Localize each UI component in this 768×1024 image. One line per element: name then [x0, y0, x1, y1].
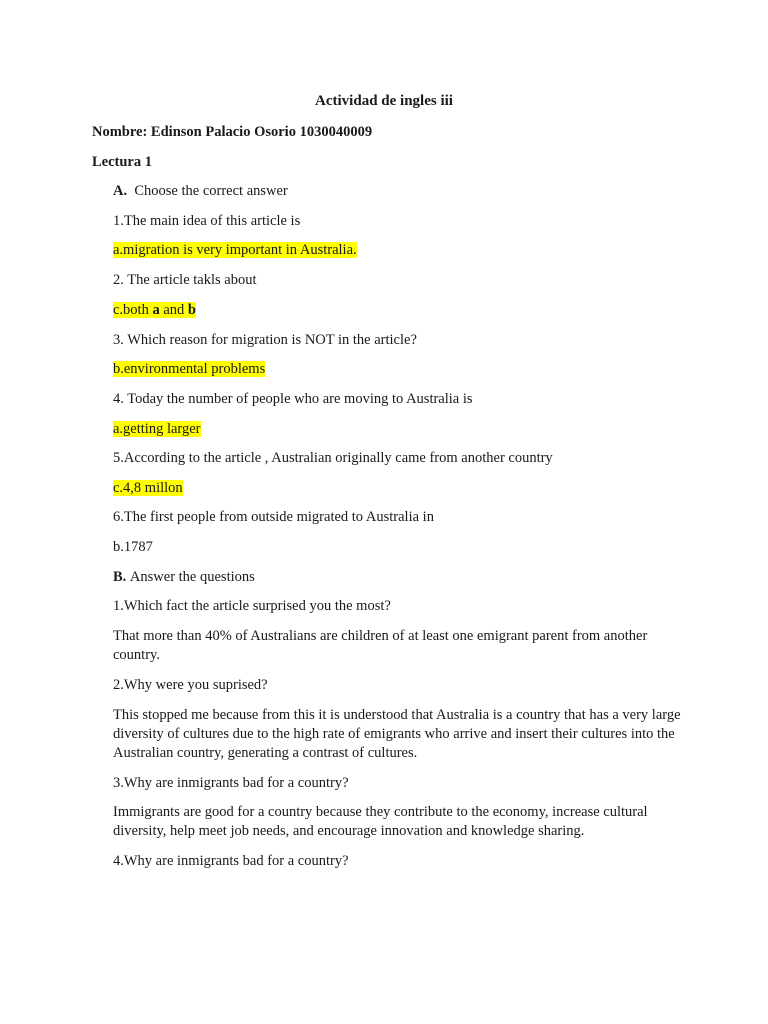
answer-a4	[113, 420, 201, 439]
part-a-heading	[113, 182, 288, 201]
answer-a2-mid: and	[159, 302, 188, 318]
part-b-heading	[113, 568, 255, 587]
question-b2: 2.Why were you suprised?	[113, 677, 268, 693]
answer-a2	[113, 301, 196, 320]
question-a2: 2. The article takls about	[113, 272, 257, 288]
student-name-line: Nombre: Edinson Palacio Osorio 1030040009	[92, 124, 373, 140]
answer-a2-highlight	[113, 302, 196, 318]
answer-b2: This stopped me because from this it is understood that Australia is a country that has a very large diversity of cultures due to the high rate of emigrants who arrive and insert their cultures into the Australian country, generating a contrast of cultures.	[113, 707, 681, 761]
answer-a5-highlight: c.4,8 millon	[113, 480, 183, 496]
part-a-letter: A.	[113, 183, 128, 199]
question-a1: 1.The main idea of this article is	[113, 213, 301, 229]
answer-a3-highlight: b.environmental problems	[113, 361, 266, 377]
answer-b3: Immigrants are good for a country because they contribute to the economy, increase cultural diversity, help meet job needs, and encourage innovation and knowledge sharing.	[113, 804, 648, 839]
answer-a1	[113, 241, 357, 260]
section-heading: Lectura 1	[92, 154, 152, 170]
document-title: Actividad de ingles iii	[315, 93, 453, 109]
question-b4: 4.Why are inmigrants bad for a country?	[113, 853, 349, 869]
question-a4: 4. Today the number of people who are moving to Australia is	[113, 391, 473, 407]
question-b3: 3.Why are inmigrants bad for a country?	[113, 775, 349, 791]
answer-b1: That more than 40% of Australians are children of at least one emigrant parent from another country.	[113, 628, 648, 663]
answer-a6: b.1787	[113, 539, 153, 555]
question-a3: 3. Which reason for migration is NOT in the article?	[113, 332, 417, 348]
answer-a2-prefix: c.both	[113, 302, 153, 318]
part-b-heading-text: Answer the questions	[129, 569, 255, 585]
question-a6: 6.The first people from outside migrated to Australia in	[113, 509, 434, 525]
answer-a3	[113, 360, 265, 379]
part-a-heading-text: Choose the correct answer	[134, 183, 288, 199]
question-b1: 1.Which fact the article surprised you the most?	[113, 598, 391, 614]
answer-a4-highlight: a.getting larger	[113, 421, 201, 437]
answer-a2-bold-b: b	[187, 302, 196, 318]
answer-a2-bold-a: a	[152, 302, 160, 318]
question-a5: 5.According to the article , Australian originally came from another country	[113, 450, 553, 466]
part-b-letter: B.	[113, 569, 127, 585]
answer-a5	[113, 479, 183, 498]
answer-a1-highlight: a.migration is very important in Australia.	[113, 242, 357, 258]
